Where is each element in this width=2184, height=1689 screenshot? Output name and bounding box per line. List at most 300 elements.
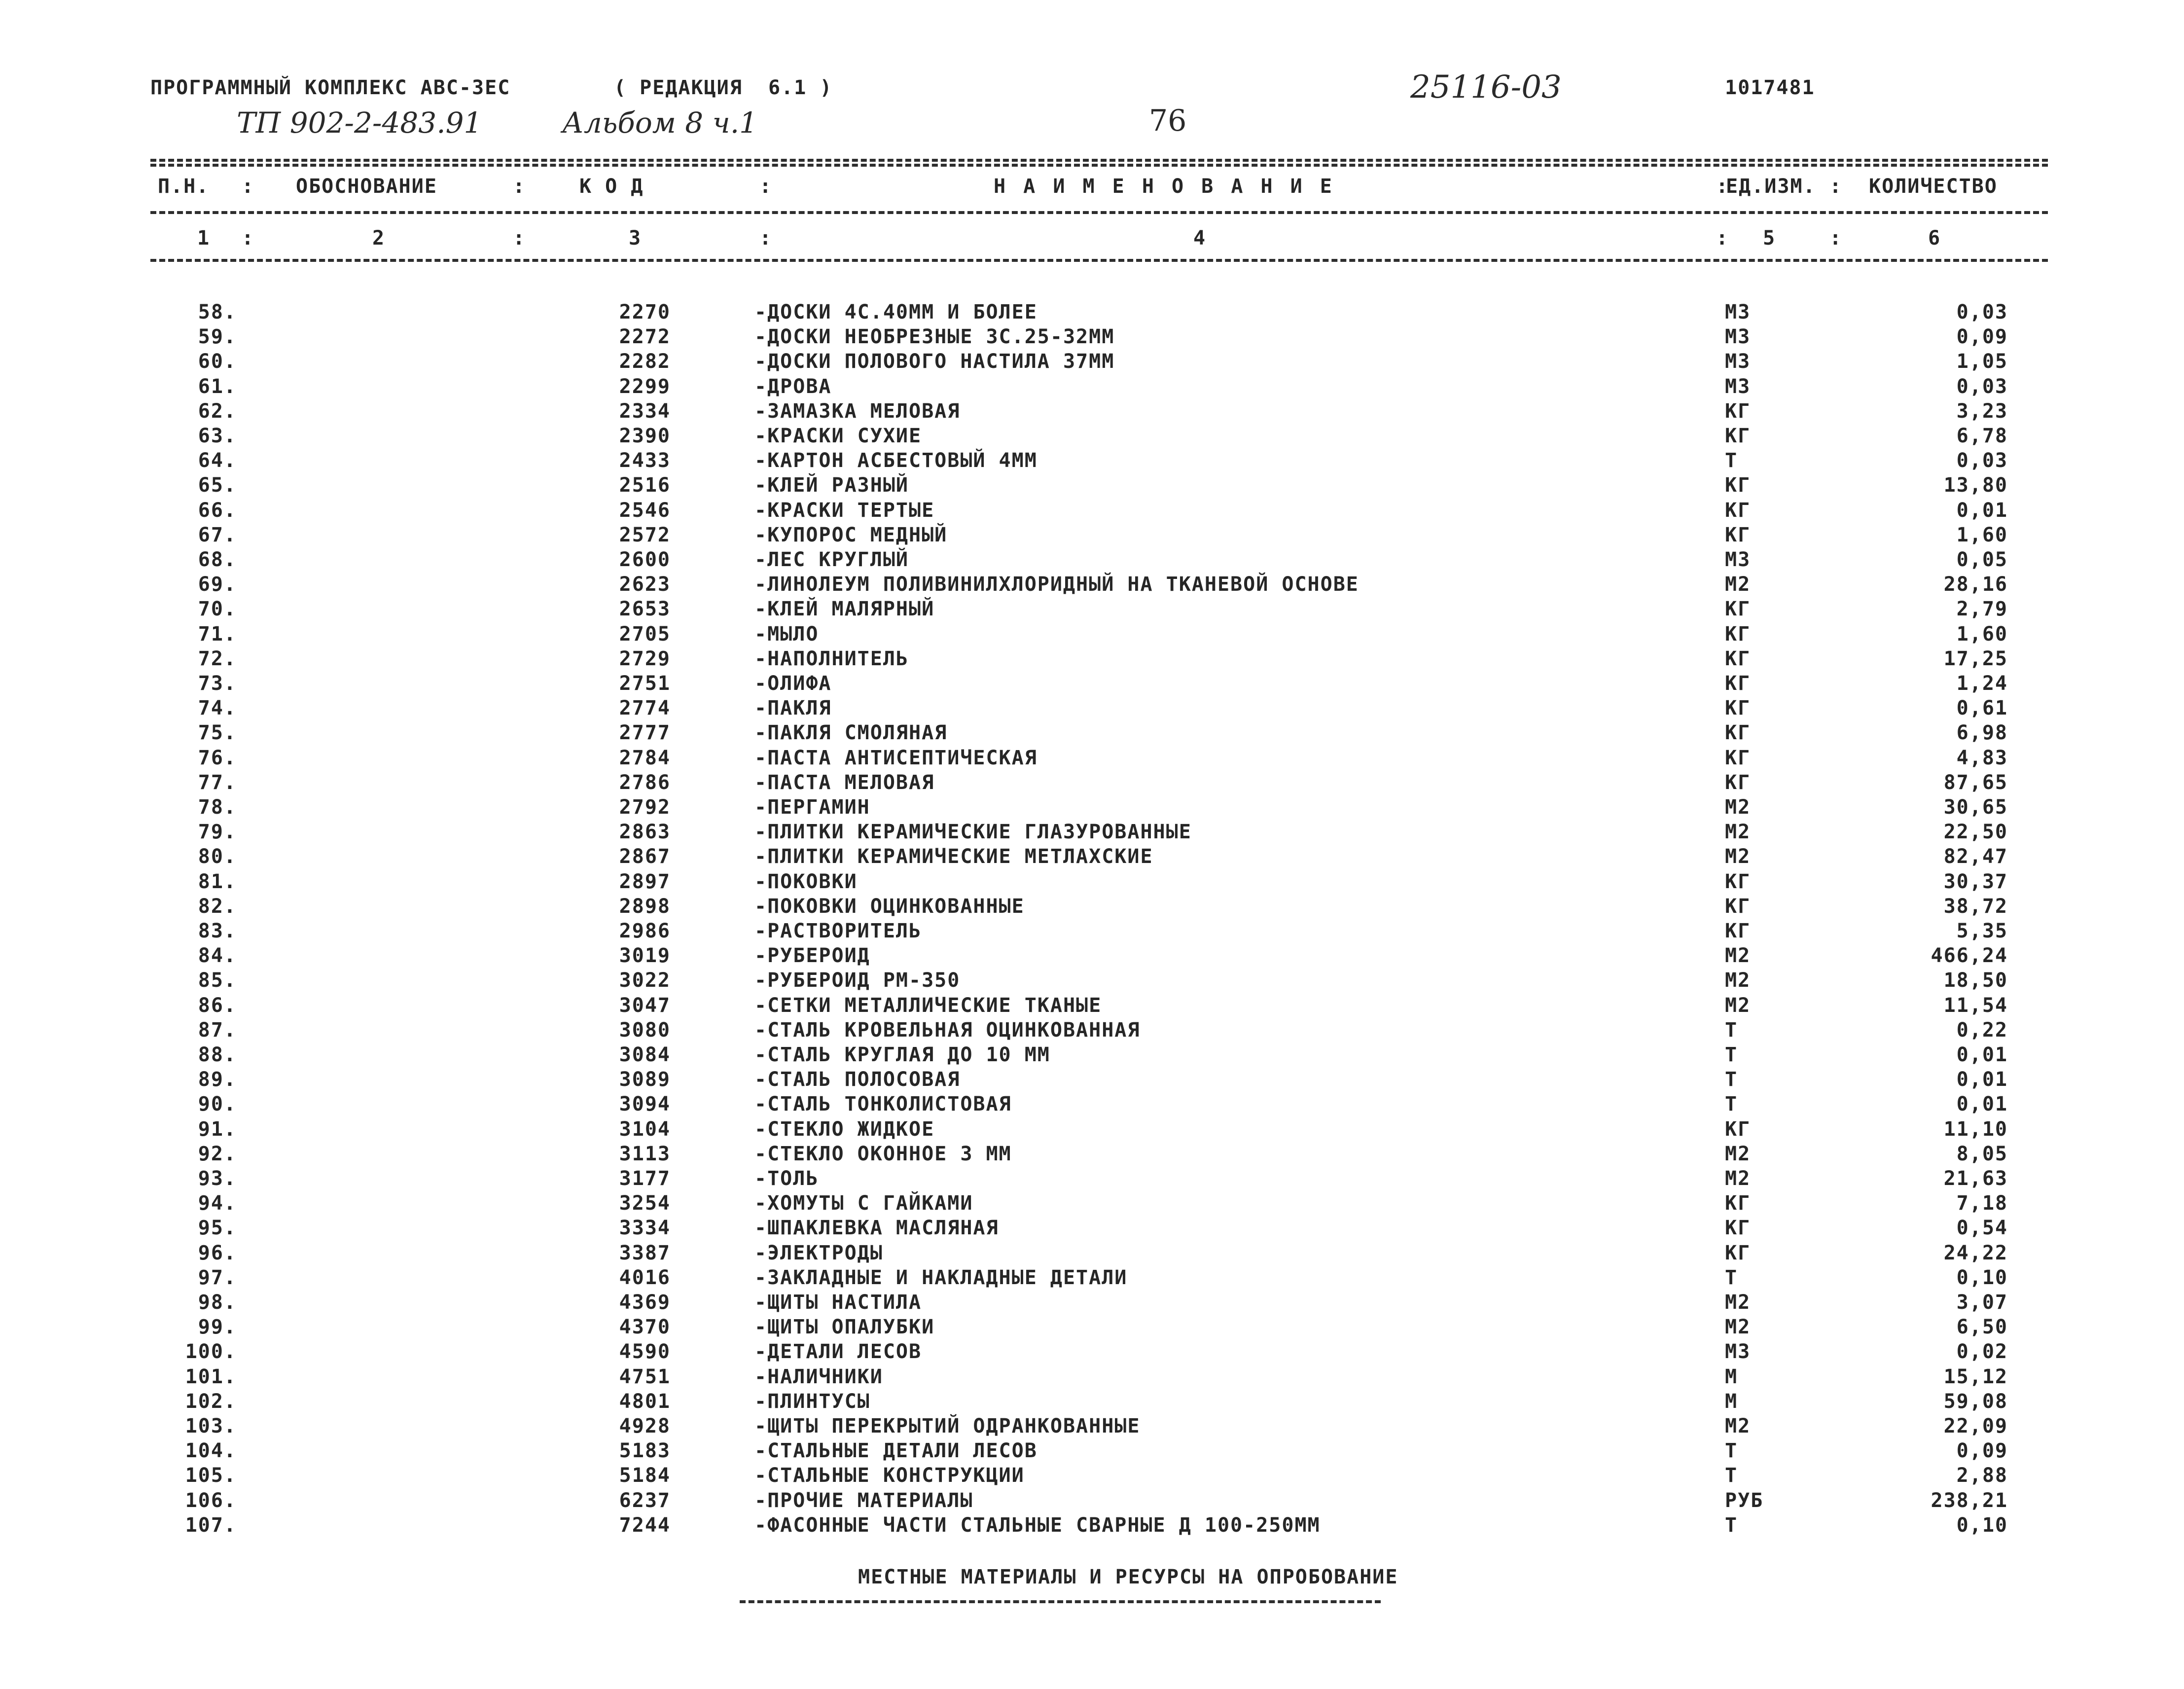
table-row <box>0 1489 2184 1514</box>
row-unit: Т <box>1725 1266 1738 1289</box>
row-name: -ТОЛЬ <box>754 1167 819 1190</box>
header-rule-top-2 <box>150 164 2048 167</box>
col-number-5: 5 <box>1763 227 1776 250</box>
row-number: 89. <box>198 1068 237 1091</box>
section-title-underline <box>740 1600 1381 1603</box>
table-row <box>0 821 2184 845</box>
row-name: -КРАСКИ ТЕРТЫЕ <box>754 499 935 522</box>
row-quantity: 0,03 <box>1956 449 2008 472</box>
row-name: -ЛЕС КРУГЛЫЙ <box>754 548 909 571</box>
row-unit: М2 <box>1725 969 1751 992</box>
table-row <box>0 1266 2184 1291</box>
row-number: 99. <box>198 1316 237 1338</box>
row-number: 96. <box>198 1242 237 1264</box>
row-unit: Т <box>1725 1093 1738 1115</box>
row-unit: КГ <box>1725 499 1751 522</box>
row-code: 2653 <box>619 598 671 620</box>
row-number: 90. <box>198 1093 237 1115</box>
row-quantity: 0,01 <box>1956 499 2008 522</box>
row-unit: М2 <box>1725 845 1751 868</box>
table-row <box>0 325 2184 350</box>
row-quantity: 87,65 <box>1943 771 2008 794</box>
row-quantity: 30,37 <box>1943 870 2008 893</box>
row-number: 79. <box>198 821 237 843</box>
row-code: 4370 <box>619 1316 671 1338</box>
row-number: 86. <box>198 994 237 1017</box>
row-quantity: 22,50 <box>1943 821 2008 843</box>
row-code: 3113 <box>619 1143 671 1165</box>
row-code: 3022 <box>619 969 671 992</box>
row-number: 104. <box>185 1439 237 1462</box>
col-sep: : <box>513 175 526 198</box>
row-unit: КГ <box>1725 1192 1751 1215</box>
table-row <box>0 1464 2184 1489</box>
row-name: -ПОКОВКИ <box>754 870 858 893</box>
row-name: -КЛЕЙ РАЗНЫЙ <box>754 474 909 497</box>
row-unit: КГ <box>1725 524 1751 546</box>
row-unit: КГ <box>1725 721 1751 744</box>
handwritten-code: 25116-03 <box>1410 69 1562 106</box>
table-row <box>0 771 2184 796</box>
table-row <box>0 548 2184 573</box>
row-number: 75. <box>198 721 237 744</box>
row-name: -НАЛИЧНИКИ <box>754 1366 883 1388</box>
row-code: 2623 <box>619 573 671 596</box>
table-row <box>0 796 2184 821</box>
row-quantity: 21,63 <box>1943 1167 2008 1190</box>
table-row <box>0 1439 2184 1464</box>
row-unit: КГ <box>1725 920 1751 942</box>
row-name: -КАРТОН АСБЕСТОВЫЙ 4ММ <box>754 449 1038 472</box>
row-quantity: 0,09 <box>1956 325 2008 348</box>
row-code: 5184 <box>619 1464 671 1487</box>
row-unit: КГ <box>1725 623 1751 646</box>
row-unit: М3 <box>1725 301 1751 323</box>
row-unit: М2 <box>1725 1291 1751 1314</box>
row-unit: КГ <box>1725 1242 1751 1264</box>
row-quantity: 28,16 <box>1943 573 2008 596</box>
row-quantity: 15,12 <box>1943 1366 2008 1388</box>
row-number: 58. <box>198 301 237 323</box>
row-name: -ШПАКЛЕВКА МАСЛЯНАЯ <box>754 1217 999 1239</box>
row-number: 85. <box>198 969 237 992</box>
row-number: 82. <box>198 895 237 918</box>
row-unit: КГ <box>1725 771 1751 794</box>
row-code: 4751 <box>619 1366 671 1388</box>
row-quantity: 17,25 <box>1943 647 2008 670</box>
row-unit: Т <box>1725 1068 1738 1091</box>
row-name: -КУПОРОС МЕДНЫЙ <box>754 524 948 546</box>
table-row <box>0 1043 2184 1068</box>
col-header-basis: ОБОСНОВАНИЕ <box>296 175 437 198</box>
row-unit: Т <box>1725 1019 1738 1042</box>
row-number: 84. <box>198 944 237 967</box>
row-number: 71. <box>198 623 237 646</box>
table-row <box>0 1068 2184 1093</box>
row-name: -ФАСОННЫЕ ЧАСТИ СТАЛЬНЫЕ СВАРНЫЕ Д 100-250ММ <box>754 1514 1321 1537</box>
table-row <box>0 1415 2184 1439</box>
row-name: -ПОКОВКИ ОЦИНКОВАННЫЕ <box>754 895 1025 918</box>
row-unit: Т <box>1725 1514 1738 1537</box>
program-title: ПРОГРАММНЫЙ КОМПЛЕКС АВС-3ЕС <box>150 76 511 99</box>
row-quantity: 11,54 <box>1943 994 2008 1017</box>
row-unit: М3 <box>1725 548 1751 571</box>
row-quantity: 6,50 <box>1956 1316 2008 1338</box>
row-name: -ПАКЛЯ <box>754 697 832 719</box>
table-row <box>0 920 2184 944</box>
row-number: 107. <box>185 1514 237 1537</box>
col-sep: : <box>242 227 255 250</box>
row-quantity: 0,01 <box>1956 1093 2008 1115</box>
row-number: 70. <box>198 598 237 620</box>
row-unit: КГ <box>1725 747 1751 769</box>
handwritten-album: Альбом 8 ч.1 <box>562 106 758 140</box>
row-unit: М2 <box>1725 994 1751 1017</box>
table-row <box>0 994 2184 1019</box>
row-code: 3254 <box>619 1192 671 1215</box>
row-code: 3084 <box>619 1043 671 1066</box>
row-name: -ДЕТАЛИ ЛЕСОВ <box>754 1340 922 1363</box>
table-row <box>0 969 2184 994</box>
table-row <box>0 449 2184 474</box>
header-rule-bottom <box>150 259 2048 262</box>
row-unit: М2 <box>1725 1415 1751 1437</box>
row-number: 95. <box>198 1217 237 1239</box>
row-number: 67. <box>198 524 237 546</box>
row-quantity: 0,10 <box>1956 1514 2008 1537</box>
row-name: -РАСТВОРИТЕЛЬ <box>754 920 922 942</box>
table-row <box>0 1217 2184 1241</box>
row-unit: КГ <box>1725 647 1751 670</box>
row-code: 2898 <box>619 895 671 918</box>
row-number: 83. <box>198 920 237 942</box>
row-quantity: 7,18 <box>1956 1192 2008 1215</box>
row-number: 98. <box>198 1291 237 1314</box>
col-sep: : <box>1716 175 1729 198</box>
row-number: 76. <box>198 747 237 769</box>
col-number-6: 6 <box>1928 227 1941 250</box>
row-name: -ХОМУТЫ С ГАЙКАМИ <box>754 1192 973 1215</box>
row-quantity: 1,05 <box>1956 350 2008 373</box>
row-code: 2863 <box>619 821 671 843</box>
row-code: 3104 <box>619 1118 671 1141</box>
table-row <box>0 1093 2184 1117</box>
row-number: 93. <box>198 1167 237 1190</box>
table-row <box>0 1118 2184 1143</box>
row-quantity: 0,09 <box>1956 1439 2008 1462</box>
row-number: 77. <box>198 771 237 794</box>
table-row <box>0 301 2184 325</box>
page-number: 76 <box>1149 104 1187 138</box>
row-unit: КГ <box>1725 400 1751 423</box>
row-unit: КГ <box>1725 1118 1751 1141</box>
col-header-code: К О Д <box>579 175 644 198</box>
row-number: 60. <box>198 350 237 373</box>
row-code: 2600 <box>619 548 671 571</box>
row-code: 2786 <box>619 771 671 794</box>
row-name: -СТАЛЬ ТОНКОЛИСТОВАЯ <box>754 1093 1012 1115</box>
row-code: 4369 <box>619 1291 671 1314</box>
table-row <box>0 870 2184 895</box>
row-quantity: 4,83 <box>1956 747 2008 769</box>
row-unit: М3 <box>1725 1340 1751 1363</box>
table-row <box>0 672 2184 697</box>
row-code: 6237 <box>619 1489 671 1512</box>
row-code: 3089 <box>619 1068 671 1091</box>
table-row <box>0 944 2184 969</box>
row-unit: КГ <box>1725 870 1751 893</box>
table-row <box>0 375 2184 400</box>
row-quantity: 0,03 <box>1956 301 2008 323</box>
row-number: 105. <box>185 1464 237 1487</box>
row-code: 2774 <box>619 697 671 719</box>
row-name: -СТЕКЛО ОКОННОЕ 3 ММ <box>754 1143 1012 1165</box>
table-row <box>0 425 2184 449</box>
row-number: 72. <box>198 647 237 670</box>
col-number-4: 4 <box>1193 227 1207 250</box>
table-row <box>0 1366 2184 1390</box>
table-row <box>0 1514 2184 1539</box>
row-quantity: 11,10 <box>1943 1118 2008 1141</box>
row-unit: М3 <box>1725 350 1751 373</box>
row-name: -ПРОЧИЕ МАТЕРИАЛЫ <box>754 1489 973 1512</box>
row-number: 69. <box>198 573 237 596</box>
table-row <box>0 499 2184 524</box>
row-code: 2777 <box>619 721 671 744</box>
row-unit: М3 <box>1725 375 1751 398</box>
row-number: 101. <box>185 1366 237 1388</box>
row-code: 2270 <box>619 301 671 323</box>
row-name: -СТАЛЬНЫЕ КОНСТРУКЦИИ <box>754 1464 1025 1487</box>
row-unit: КГ <box>1725 425 1751 447</box>
header-rule-top <box>150 159 2048 162</box>
row-code: 2729 <box>619 647 671 670</box>
row-unit: М2 <box>1725 573 1751 596</box>
row-code: 3094 <box>619 1093 671 1115</box>
row-number: 91. <box>198 1118 237 1141</box>
row-quantity: 6,78 <box>1956 425 2008 447</box>
row-quantity: 22,09 <box>1943 1415 2008 1437</box>
row-code: 2867 <box>619 845 671 868</box>
table-row <box>0 697 2184 721</box>
row-number: 94. <box>198 1192 237 1215</box>
row-unit: РУБ <box>1725 1489 1764 1512</box>
row-name: -РУБЕРОИД <box>754 944 870 967</box>
table-row <box>0 747 2184 771</box>
row-quantity: 1,60 <box>1956 623 2008 646</box>
row-quantity: 2,88 <box>1956 1464 2008 1487</box>
row-code: 2299 <box>619 375 671 398</box>
row-code: 3387 <box>619 1242 671 1264</box>
table-row <box>0 1316 2184 1340</box>
table-row <box>0 350 2184 375</box>
row-name: -КРАСКИ СУХИЕ <box>754 425 922 447</box>
row-number: 87. <box>198 1019 237 1042</box>
table-row <box>0 1390 2184 1415</box>
row-name: -СТАЛЬ КРОВЕЛЬНАЯ ОЦИНКОВАННАЯ <box>754 1019 1141 1042</box>
col-header-pn: П.Н. <box>158 175 210 198</box>
row-quantity: 82,47 <box>1943 845 2008 868</box>
header-rule-mid <box>150 211 2048 214</box>
row-unit: М2 <box>1725 1143 1751 1165</box>
col-sep: : <box>242 175 255 198</box>
row-quantity: 38,72 <box>1943 895 2008 918</box>
table-row <box>0 623 2184 647</box>
row-name: -ЩИТЫ НАСТИЛА <box>754 1291 922 1314</box>
row-number: 80. <box>198 845 237 868</box>
row-name: -ПАСТА МЕЛОВАЯ <box>754 771 935 794</box>
row-code: 3019 <box>619 944 671 967</box>
row-unit: Т <box>1725 1464 1738 1487</box>
col-sep: : <box>1829 175 1843 198</box>
section-title: МЕСТНЫЕ МАТЕРИАЛЫ И РЕСУРСЫ НА ОПРОБОВАНИЕ <box>858 1566 1398 1588</box>
col-sep: : <box>513 227 526 250</box>
row-name: -ПАСТА АНТИСЕПТИЧЕСКАЯ <box>754 747 1038 769</box>
row-code: 2272 <box>619 325 671 348</box>
row-code: 2546 <box>619 499 671 522</box>
row-name: -ПЛИТКИ КЕРАМИЧЕСКИЕ ГЛАЗУРОВАННЫЕ <box>754 821 1192 843</box>
table-row <box>0 598 2184 622</box>
row-name: -НАПОЛНИТЕЛЬ <box>754 647 909 670</box>
row-code: 2792 <box>619 796 671 819</box>
table-row <box>0 474 2184 499</box>
row-unit: М <box>1725 1390 1738 1413</box>
row-code: 3177 <box>619 1167 671 1190</box>
row-quantity: 0,02 <box>1956 1340 2008 1363</box>
col-sep: : <box>759 175 773 198</box>
row-number: 59. <box>198 325 237 348</box>
row-quantity: 466,24 <box>1931 944 2008 967</box>
row-quantity: 1,24 <box>1956 672 2008 695</box>
row-code: 5183 <box>619 1439 671 1462</box>
row-number: 65. <box>198 474 237 497</box>
handwritten-project: ТП 902-2-483.91 <box>237 106 482 140</box>
row-code: 4801 <box>619 1390 671 1413</box>
row-quantity: 1,60 <box>1956 524 2008 546</box>
row-unit: Т <box>1725 1439 1738 1462</box>
row-number: 92. <box>198 1143 237 1165</box>
row-number: 63. <box>198 425 237 447</box>
col-number-3: 3 <box>629 227 642 250</box>
row-code: 2433 <box>619 449 671 472</box>
row-code: 2572 <box>619 524 671 546</box>
row-number: 88. <box>198 1043 237 1066</box>
row-number: 64. <box>198 449 237 472</box>
col-header-qty: КОЛИЧЕСТВО <box>1869 175 1998 198</box>
table-row <box>0 1143 2184 1167</box>
table-row <box>0 1192 2184 1217</box>
row-number: 62. <box>198 400 237 423</box>
row-unit: КГ <box>1725 474 1751 497</box>
row-name: -ОЛИФА <box>754 672 832 695</box>
row-unit: М2 <box>1725 1316 1751 1338</box>
row-unit: М <box>1725 1366 1738 1388</box>
col-sep: : <box>1716 227 1729 250</box>
edition-label: ( РЕДАКЦИЯ 6.1 ) <box>614 76 833 99</box>
row-unit: КГ <box>1725 697 1751 719</box>
table-row <box>0 647 2184 672</box>
row-number: 61. <box>198 375 237 398</box>
row-code: 4016 <box>619 1266 671 1289</box>
row-number: 74. <box>198 697 237 719</box>
row-quantity: 3,07 <box>1956 1291 2008 1314</box>
table-row <box>0 895 2184 920</box>
col-sep: : <box>759 227 773 250</box>
row-quantity: 0,03 <box>1956 375 2008 398</box>
row-quantity: 5,35 <box>1956 920 2008 942</box>
row-code: 2390 <box>619 425 671 447</box>
row-code: 2705 <box>619 623 671 646</box>
col-sep: : <box>1829 227 1843 250</box>
table-row <box>0 1167 2184 1192</box>
row-name: -СТАЛЬНЫЕ ДЕТАЛИ ЛЕСОВ <box>754 1439 1038 1462</box>
row-name: -МЫЛО <box>754 623 819 646</box>
table-row <box>0 524 2184 548</box>
row-name: -ДОСКИ НЕОБРЕЗНЫЕ 3С.25-32ММ <box>754 325 1115 348</box>
row-name: -РУБЕРОИД РМ-350 <box>754 969 961 992</box>
row-code: 3047 <box>619 994 671 1017</box>
row-unit: М2 <box>1725 1167 1751 1190</box>
row-name: -СЕТКИ МЕТАЛЛИЧЕСКИЕ ТКАНЫЕ <box>754 994 1102 1017</box>
row-number: 78. <box>198 796 237 819</box>
row-code: 2516 <box>619 474 671 497</box>
row-unit: Т <box>1725 449 1738 472</box>
row-code: 2897 <box>619 870 671 893</box>
row-quantity: 8,05 <box>1956 1143 2008 1165</box>
row-name: -ПЕРГАМИН <box>754 796 870 819</box>
row-unit: М2 <box>1725 944 1751 967</box>
col-header-name: Н А И М Е Н О В А Н И Е <box>994 175 1335 198</box>
row-unit: КГ <box>1725 895 1751 918</box>
table-row <box>0 1242 2184 1266</box>
row-number: 100. <box>185 1340 237 1363</box>
row-quantity: 30,65 <box>1943 796 2008 819</box>
table-row <box>0 1019 2184 1043</box>
row-name: -ПЛИТКИ КЕРАМИЧЕСКИЕ МЕТЛАХСКИЕ <box>754 845 1153 868</box>
row-quantity: 13,80 <box>1943 474 2008 497</box>
row-name: -КЛЕЙ МАЛЯРНЫЙ <box>754 598 935 620</box>
row-unit: М3 <box>1725 325 1751 348</box>
row-name: -СТАЛЬ КРУГЛАЯ ДО 10 ММ <box>754 1043 1050 1066</box>
row-name: -ДРОВА <box>754 375 832 398</box>
row-code: 2751 <box>619 672 671 695</box>
row-unit: КГ <box>1725 598 1751 620</box>
table-row <box>0 400 2184 425</box>
row-number: 81. <box>198 870 237 893</box>
row-quantity: 0,22 <box>1956 1019 2008 1042</box>
row-name: -ДОСКИ 4С.40ММ И БОЛЕЕ <box>754 301 1038 323</box>
row-number: 68. <box>198 548 237 571</box>
row-number: 97. <box>198 1266 237 1289</box>
row-name: -ПЛИНТУСЫ <box>754 1390 870 1413</box>
row-quantity: 0,05 <box>1956 548 2008 571</box>
row-name: -ПАКЛЯ СМОЛЯНАЯ <box>754 721 948 744</box>
row-quantity: 59,08 <box>1943 1390 2008 1413</box>
row-unit: М2 <box>1725 796 1751 819</box>
row-number: 66. <box>198 499 237 522</box>
row-name: -СТЕКЛО ЖИДКОЕ <box>754 1118 935 1141</box>
row-name: -ДОСКИ ПОЛОВОГО НАСТИЛА 37ММ <box>754 350 1115 373</box>
row-name: -ЩИТЫ ОПАЛУБКИ <box>754 1316 935 1338</box>
row-code: 7244 <box>619 1514 671 1537</box>
row-number: 102. <box>185 1390 237 1413</box>
row-quantity: 2,79 <box>1956 598 2008 620</box>
document-number: 1017481 <box>1725 76 1815 99</box>
row-unit: М2 <box>1725 821 1751 843</box>
row-quantity: 0,61 <box>1956 697 2008 719</box>
row-number: 106. <box>185 1489 237 1512</box>
row-unit: Т <box>1725 1043 1738 1066</box>
